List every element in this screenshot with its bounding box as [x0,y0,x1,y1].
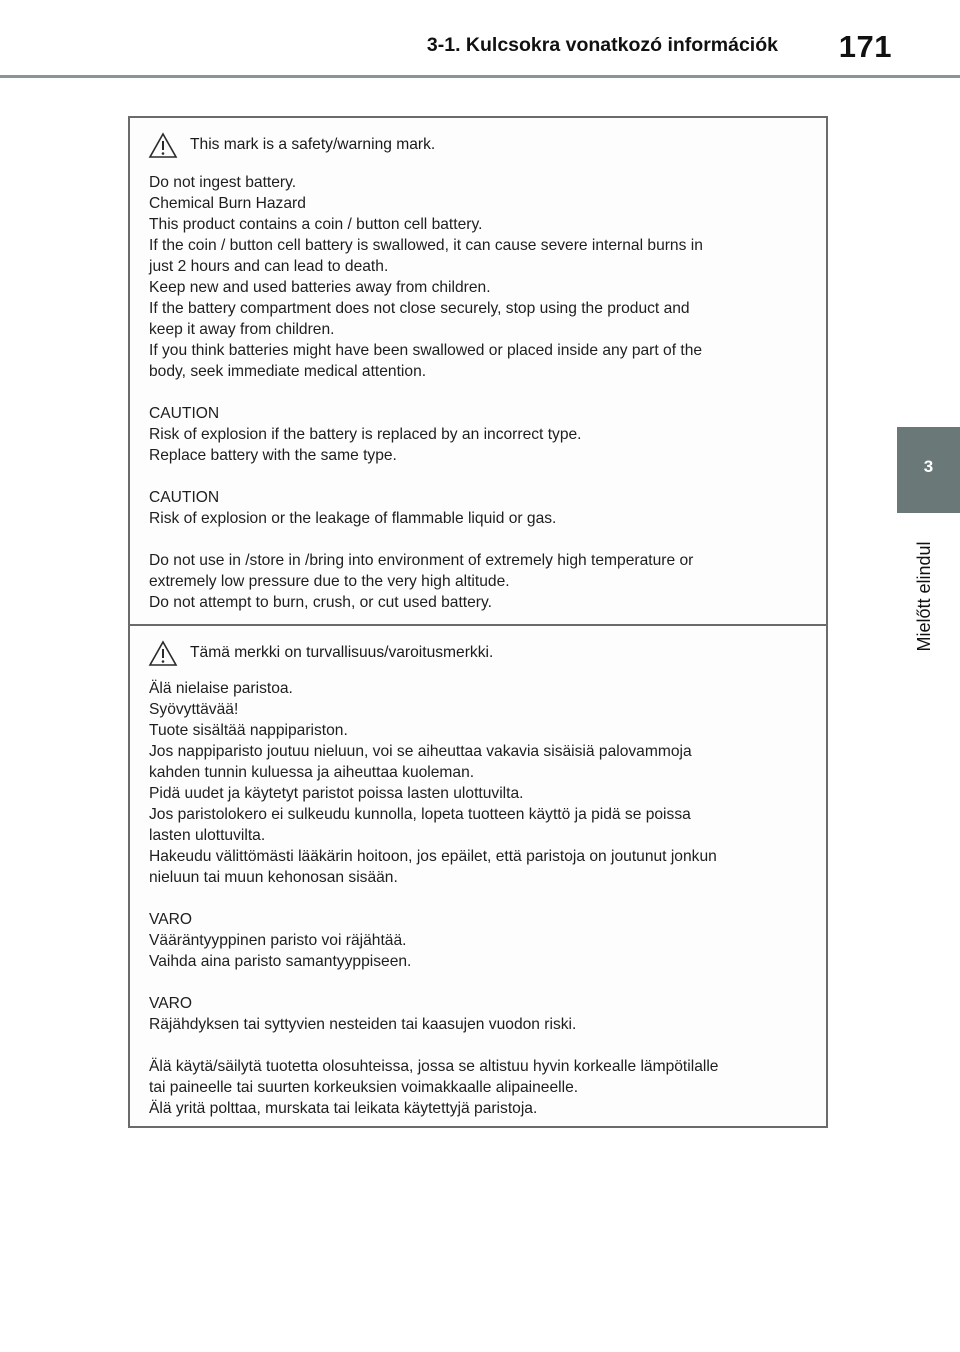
body-line: Räjähdyksen tai syttyvien nesteiden tai kaasujen vuodon riski. [149,1016,577,1033]
body-line: body, seek immediate medical attention. [149,363,427,380]
body-line: Hakeudu välittömästi lääkärin hoitoon, jos epäilet, että paristoja on joutunut jonkun [149,848,717,865]
caution-heading: CAUTION [149,489,220,506]
body-line: Risk of explosion if the battery is replaced by an incorrect type. [149,426,582,443]
body-line: Chemical Burn Hazard [149,195,306,212]
warning-section-finnish [130,624,826,1126]
chapter-label-strip [897,513,960,680]
body-line: Pidä uudet ja käytetyt paristot poissa lasten ulottuvilta. [149,785,524,802]
body-line: kahden tunnin kuluessa ja aiheuttaa kuoleman. [149,764,475,781]
warning-mark-row [148,638,493,668]
body-line: nieluun tai muun kehonosan sisään. [149,869,398,886]
chapter-number: 3 [923,457,934,476]
page-number: 171 [838,29,892,64]
body-line: Do not attempt to burn, crush, or cut used battery. [149,594,492,611]
body-line: Tuote sisältää nappipariston. [149,722,348,739]
body-line: If you think batteries might have been swallowed or placed inside any part of the [149,342,703,359]
body-line: Älä yritä polttaa, murskata tai leikata käytettyjä paristoja. [149,1100,538,1117]
chapter-label: Mielőtt elindul [914,541,934,652]
battery-warning-box [128,116,828,1128]
chapter-tab [897,427,960,513]
body-line: just 2 hours and can lead to death. [149,258,389,275]
caution-heading: VARO [149,995,193,1012]
warning-section-english [130,118,826,624]
body-line: keep it away from children. [149,321,335,338]
body-line: If the battery compartment does not close securely, stop using the product and [149,300,690,317]
body-line: Vaihda aina paristo samantyyppiseen. [149,953,412,970]
warning-triangle-icon [148,640,178,667]
header-divider [0,75,960,78]
body-line: Replace battery with the same type. [149,447,397,464]
body-line: Jos paristolokero ei sulkeudu kunnolla, lopeta tuotteen käyttö ja pidä se poissa [149,806,691,823]
caution-heading: VARO [149,911,193,928]
warning-body-finnish [149,678,816,1119]
body-line: Älä käytä/säilytä tuotetta olosuhteissa, jossa se altistuu hyvin korkealle lämpötilalle [149,1058,719,1075]
page-header-title: 3-1. Kulcsokra vonatkozó információk [426,34,778,56]
body-line: This product contains a coin / button cell battery. [149,216,483,233]
body-line: tai paineelle tai suurten korkeuksien voimakkaalle alipaineelle. [149,1079,579,1096]
body-line: If the coin / button cell battery is swallowed, it can cause severe internal burns in [149,237,703,254]
warning-mark-text: This mark is a safety/warning mark. [190,136,436,153]
body-line: Keep new and used batteries away from children. [149,279,491,296]
body-line: Do not ingest battery. [149,174,297,191]
body-line: extremely low pressure due to the very high altitude. [149,573,510,590]
body-line: Syövyttävää! [149,701,239,718]
body-line: Jos nappiparisto joutuu nieluun, voi se aiheuttaa vakavia sisäisiä palovammoja [149,743,692,760]
body-line: Risk of explosion or the leakage of flammable liquid or gas. [149,510,557,527]
warning-body-english [149,172,816,613]
warning-mark-row [148,130,435,160]
body-line: lasten ulottuvilta. [149,827,266,844]
caution-heading: CAUTION [149,405,220,422]
body-line: Do not use in /store in /bring into environment of extremely high temperature or [149,552,694,569]
warning-triangle-icon [148,132,178,159]
body-line: Vääräntyyppinen paristo voi räjähtää. [149,932,407,949]
body-line: Älä nielaise paristoa. [149,680,293,697]
warning-mark-text: Tämä merkki on turvallisuus/varoitusmerkki. [190,644,494,661]
